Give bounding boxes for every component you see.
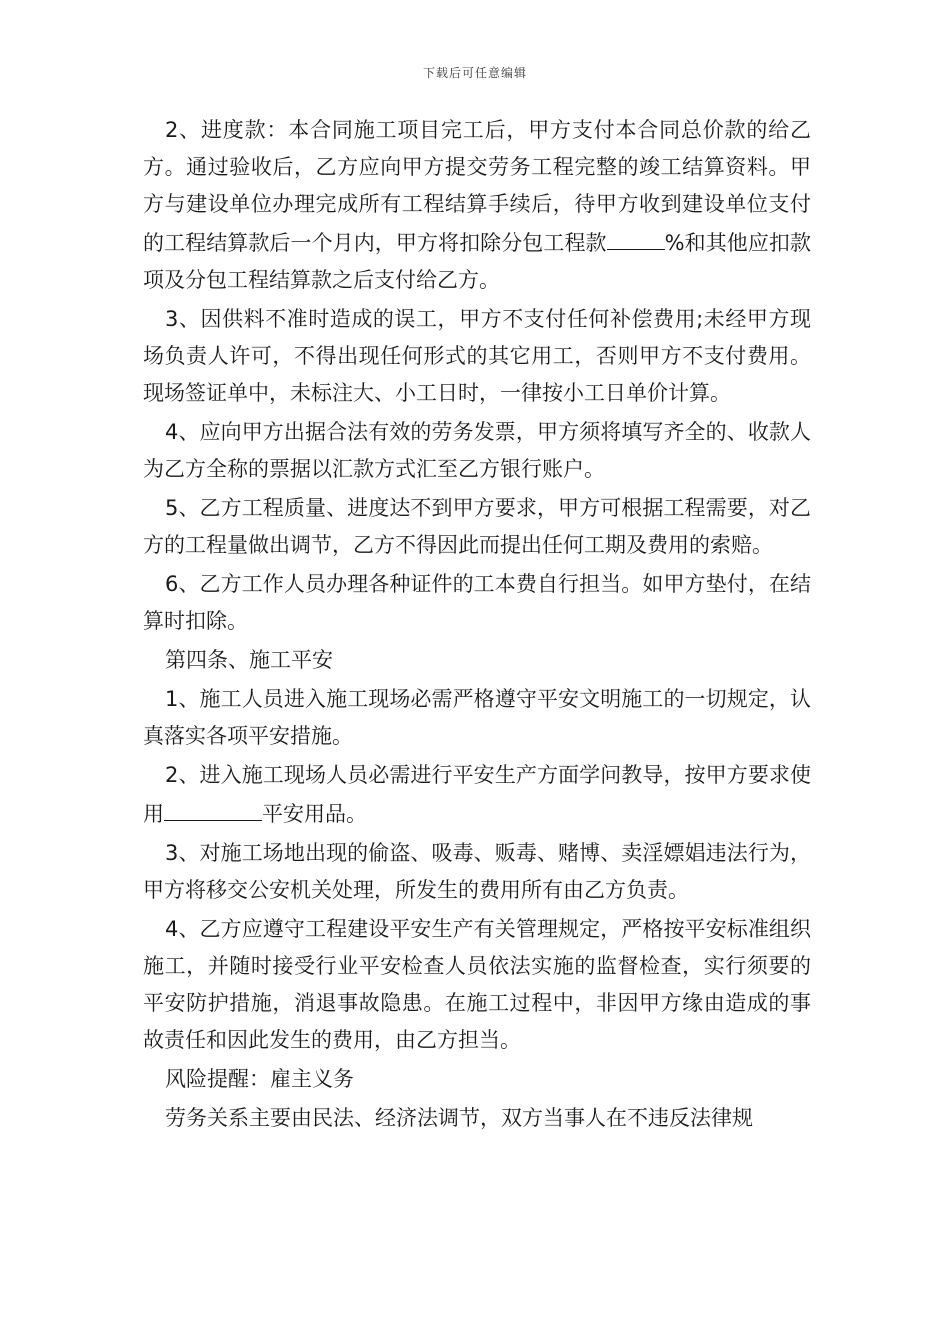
paragraph-illegal-acts: 3、对施工场地出现的偷盗、吸毒、贩毒、赌博、卖淫嫖娼违法行为，甲方将移交公安机关处理，所发生的费用所有由乙方负责。	[143, 841, 811, 902]
section-heading-construction-safety: 第四条、施工平安	[165, 648, 333, 672]
paragraph-text: 平安用品。	[262, 802, 367, 826]
paragraph-safety-regulations: 4、乙方应遵守工程建设平安生产有关管理规定，严格按平安标准组织施工，并随时接受行业平安检查人员依法实施的监督检查，实行须要的平安防护措施，消退事故隐患。在施工过程中，非因甲方缘由造成的事故责任和因此发生的费用，由乙方担当。	[143, 917, 811, 1052]
fill-blank-safety-equipment[interactable]	[164, 794, 262, 821]
paragraph-text: 2、进入施工现场人员必需进行平安生产方面学问教导，按甲方要求使用	[143, 763, 811, 826]
paragraph-safety-education	[143, 757, 811, 833]
paragraph-material-delay: 3、因供料不准时造成的误工，甲方不支付任何补偿费用;未经甲方现场负责人许可，不得出现任何形式的其它用工，否则甲方不支付费用。现场签证单中，未标注大、小工日时，一律按小工日单价计算。	[143, 307, 811, 405]
paragraph-quality-adjustment: 5、乙方工程质量、进度达不到甲方要求，甲方可根据工程需要，对乙方的工程量做出调节，乙方不得因此而提出任何工期及费用的索赔。	[143, 496, 811, 557]
paragraph-text: 2、进度款：本合同施工项目完工后，甲方支付本合同总价款的给乙方。通过验收后，乙方应向甲方提交劳务工程完整的竣工结算资料。甲方与建设单位办理完成所有工程结算手续后，待甲方收到建设单位支付的工程结算款后一个月内，甲方将扣除分包工程款	[143, 118, 811, 255]
paragraph-progress-payment	[143, 112, 811, 299]
document-body	[143, 112, 811, 1139]
section-heading-risk-reminder: 风险提醒：雇主义务	[165, 1067, 354, 1091]
paragraph-invoice: 4、应向甲方出据合法有效的劳务发票，甲方须将填写齐全的、收款人为乙方全称的票据以汇款方式汇至乙方银行账户。	[143, 420, 811, 481]
fill-blank-percentage[interactable]	[607, 223, 665, 250]
page-header-note: 下载后可任意编辑	[422, 66, 527, 80]
paragraph-text: %和其他应扣款项及分包工程结算款之后支付给乙方。	[143, 231, 811, 292]
paragraph-certificate-fees: 6、乙方工作人员办理各种证件的工本费自行担当。如甲方垫付，在结算时扣除。	[143, 572, 811, 633]
paragraph-labor-relations: 劳务关系主要由民法、经济法调节，双方当事人在不违反法律规	[165, 1106, 753, 1130]
paragraph-safety-rules: 1、施工人员进入施工现场必需严格遵守平安文明施工的一切规定，认真落实各项平安措施。	[143, 687, 811, 748]
